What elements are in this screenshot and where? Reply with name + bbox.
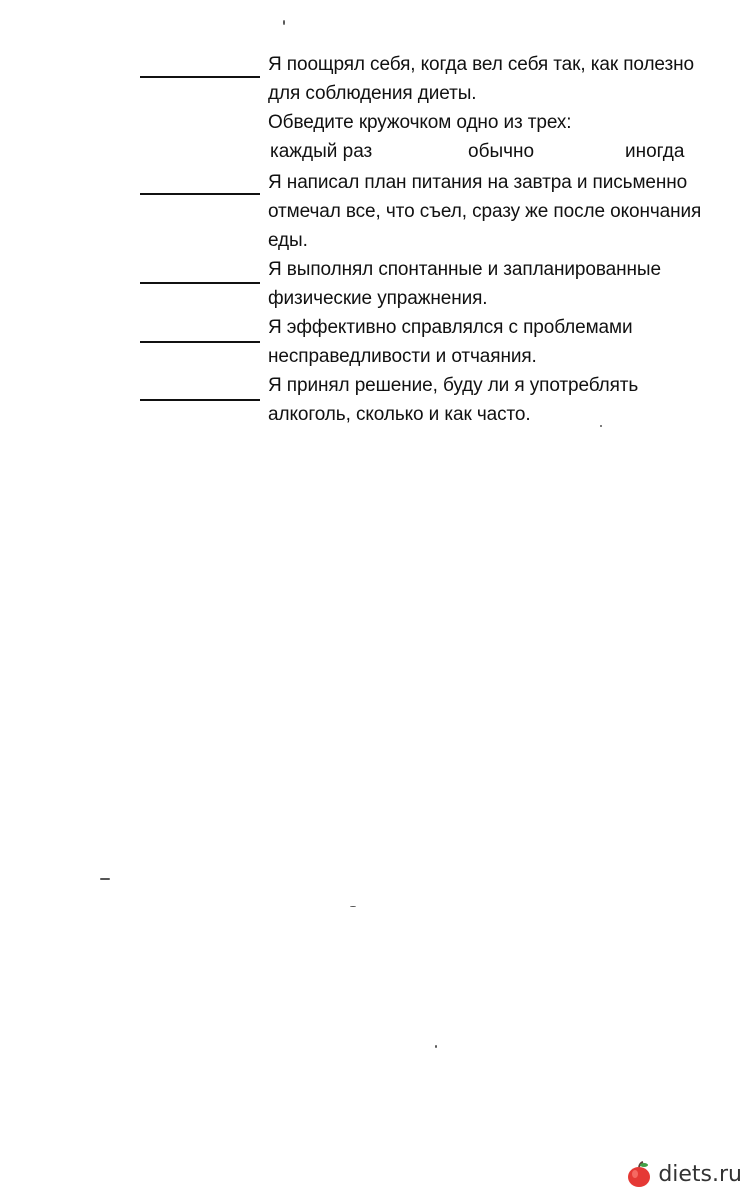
- answer-blank-1[interactable]: [140, 76, 260, 78]
- option-sometimes: иногда: [625, 141, 685, 162]
- site-name: diets.ru: [658, 1161, 742, 1187]
- item-1-line-1: Я поощрял себя, когда вел себя так, как полезно: [268, 54, 694, 75]
- answer-blank-3[interactable]: [140, 282, 260, 284]
- item-5-line-1: Я принял решение, буду ли я употреблять: [268, 375, 639, 396]
- answer-blank-5[interactable]: [140, 399, 260, 401]
- item-2-line-2: отмечал все, что съел, сразу же после окончания: [268, 201, 702, 222]
- item-2-line-1: Я написал план питания на завтра и письменно: [268, 172, 688, 193]
- apple-icon: [626, 1160, 652, 1188]
- answer-blank-4[interactable]: [140, 341, 260, 343]
- scan-speck: [600, 425, 602, 427]
- item-1-line-2: для соблюдения диеты.: [268, 83, 477, 104]
- item-2-line-3: еды.: [268, 230, 308, 251]
- instruction-text: Обведите кружочком одно из трех:: [268, 112, 572, 133]
- scan-speck: [100, 878, 110, 880]
- option-every-time: каждый раз: [270, 141, 373, 162]
- item-4-line-1: Я эффективно справлялся с проблемами: [268, 317, 633, 338]
- item-3-line-1: Я выполнял спонтанные и запланированные: [268, 259, 661, 280]
- scan-speck: [350, 906, 356, 907]
- scan-speck: [283, 20, 285, 25]
- site-logo[interactable]: [626, 1160, 742, 1188]
- item-3-line-2: физические упражнения.: [268, 288, 488, 309]
- item-4-line-2: несправедливости и отчаяния.: [268, 346, 537, 367]
- answer-blank-2[interactable]: [140, 193, 260, 195]
- option-usually: обычно: [468, 141, 535, 162]
- item-5-line-2: алкоголь, сколько и как часто.: [268, 404, 531, 425]
- scan-speck: [435, 1045, 437, 1048]
